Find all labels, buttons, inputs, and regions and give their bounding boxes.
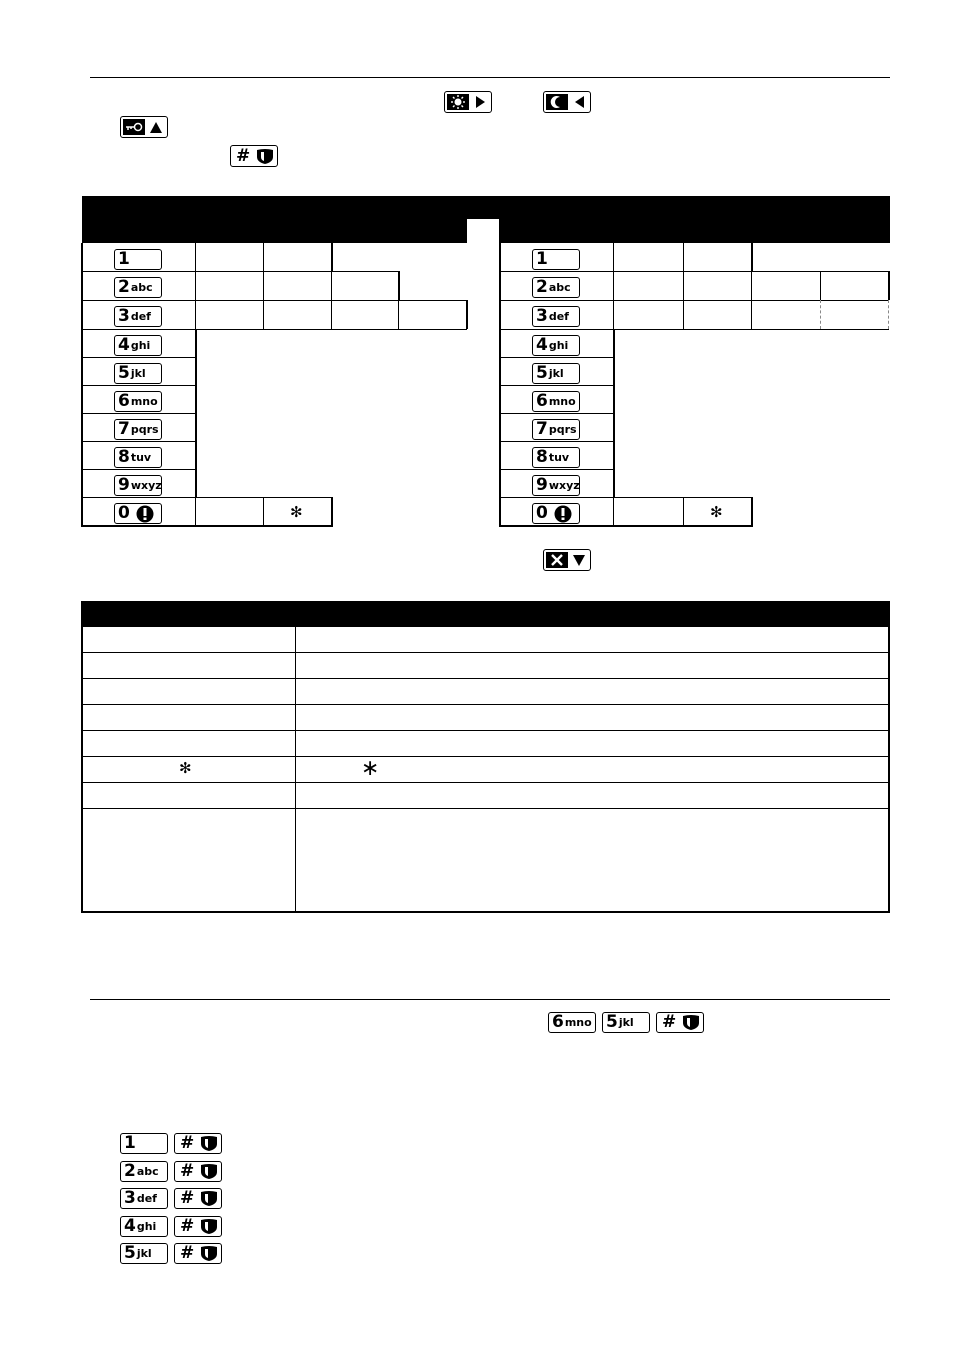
grid-line — [751, 243, 753, 271]
grid-line — [683, 271, 684, 300]
key-digit: 1 — [536, 249, 548, 269]
key-digit: 2 — [124, 1160, 136, 1181]
key-digit: 3 — [536, 306, 548, 326]
grid-line — [82, 441, 196, 442]
keypad-key-4 — [114, 335, 162, 356]
grid-line — [613, 271, 614, 300]
keypad-key-6 — [532, 391, 580, 412]
hash-symbol: # — [180, 1243, 195, 1263]
grid-line — [82, 357, 196, 358]
key-letters: ghi — [548, 339, 569, 352]
grid-line — [195, 413, 197, 441]
grid-line — [500, 271, 889, 272]
key-digit: 7 — [118, 419, 130, 439]
grid-line — [613, 243, 614, 271]
grid-line — [613, 469, 615, 497]
keypad-key-1 — [114, 249, 162, 270]
keypad-key-8 — [532, 447, 580, 468]
key-up-key — [120, 116, 168, 138]
keypad-star: ✻ — [710, 503, 723, 521]
x-down-icon — [546, 552, 588, 568]
key-letters: jkl — [130, 367, 146, 380]
grid-line — [466, 300, 468, 329]
grid-line — [331, 497, 333, 525]
grid-line — [751, 497, 753, 525]
keypad-key-3 — [114, 306, 162, 327]
key-digit: 1 — [118, 249, 130, 269]
key-letters: ghi — [136, 1219, 157, 1233]
keypad-key-0 — [114, 503, 162, 524]
grid-line — [500, 441, 614, 442]
top-rule — [90, 77, 890, 78]
grid-line — [613, 385, 615, 413]
key-letters: def — [130, 310, 151, 323]
grid-line — [82, 329, 467, 330]
key-digit: 8 — [118, 447, 130, 467]
grid-line — [613, 497, 614, 525]
key-letters: def — [548, 310, 569, 323]
x-down-key — [543, 549, 591, 571]
exclamation-icon — [136, 505, 154, 523]
grid-line — [81, 525, 333, 527]
pair-key-5 — [120, 1243, 168, 1264]
key-digit: 9 — [536, 475, 548, 495]
pair-hash-key-2 — [174, 1161, 222, 1182]
key-letters: wxyz — [548, 479, 580, 492]
grid-line — [613, 329, 615, 357]
keypad-key-1 — [532, 249, 580, 270]
key-digit: 2 — [536, 277, 548, 297]
keypad-key-0 — [532, 503, 580, 524]
pair-hash-key-5 — [174, 1243, 222, 1264]
grid-line — [398, 271, 400, 300]
key-digit: 4 — [118, 335, 130, 355]
grid-line — [820, 271, 821, 300]
key-digit: 6 — [118, 391, 130, 411]
key-digit: 9 — [118, 475, 130, 495]
key-letters: wxyz — [130, 479, 162, 492]
grid-line — [331, 243, 333, 271]
shield-icon — [199, 1218, 219, 1235]
key-letters: pqrs — [130, 423, 159, 436]
settings-table-header — [82, 601, 890, 627]
key-letters: ghi — [130, 339, 151, 352]
key-letters: jkl — [618, 1016, 634, 1029]
hash-symbol: # — [662, 1012, 677, 1032]
hash-symbol: # — [180, 1215, 195, 1236]
header-notch — [467, 219, 499, 244]
key-letters: abc — [130, 281, 153, 294]
grid-line — [195, 441, 197, 469]
key-letters: pqrs — [548, 423, 577, 436]
grid-line — [195, 469, 197, 497]
keypad-key-8 — [114, 447, 162, 468]
key-letters: jkl — [136, 1247, 152, 1260]
key-letters: mno — [548, 395, 576, 408]
grid-line — [613, 300, 614, 329]
grid-line — [195, 385, 197, 413]
grid-line — [613, 357, 615, 385]
grid-line — [195, 329, 197, 357]
grid-line — [263, 300, 264, 329]
shield-icon — [199, 1190, 219, 1207]
key-digit: 7 — [536, 419, 548, 439]
shield-icon — [199, 1245, 219, 1262]
grid-line — [751, 300, 752, 329]
keypad-key-7 — [532, 419, 580, 440]
shield-icon — [681, 1014, 701, 1031]
grid-line — [195, 243, 196, 271]
grid-line — [82, 300, 467, 301]
pair-hash-key-1 — [174, 1133, 222, 1154]
key-digit: 3 — [124, 1188, 136, 1208]
grid-line — [751, 271, 752, 300]
grid-line — [195, 357, 197, 385]
key-letters: tuv — [548, 451, 570, 464]
key-letters: def — [136, 1192, 157, 1205]
pair-hash-key-4 — [174, 1216, 222, 1237]
moon-left-key — [543, 91, 591, 113]
grid-line — [263, 497, 264, 525]
section-rule — [90, 999, 890, 1000]
grid-line — [613, 413, 615, 441]
key-letters: abc — [136, 1164, 159, 1178]
keypad-key-6 — [114, 391, 162, 412]
grid-line — [82, 271, 399, 272]
grid-line — [683, 300, 684, 329]
pair-key-4 — [120, 1216, 168, 1237]
key-digit: 5 — [606, 1012, 618, 1032]
keypad-key-2 — [114, 277, 162, 298]
grid-line — [888, 271, 890, 300]
grid-line — [500, 385, 614, 386]
key-digit: 4 — [124, 1215, 136, 1236]
shield-icon — [199, 1163, 219, 1180]
grid-line — [331, 300, 332, 329]
key-digit: 0 — [118, 503, 130, 523]
key-digit: 3 — [118, 306, 130, 326]
key-letters: mno — [564, 1016, 592, 1029]
grid-line — [500, 469, 614, 470]
grid-line — [82, 385, 196, 386]
key-letters: abc — [548, 281, 571, 294]
grid-line — [500, 413, 614, 414]
key-letters: tuv — [130, 451, 152, 464]
key-letters: jkl — [548, 367, 564, 380]
keypad-key-2 — [532, 277, 580, 298]
hash-symbol: # — [180, 1160, 195, 1181]
grid-line — [331, 271, 332, 300]
star-symbol-left: ✻ — [179, 759, 192, 777]
grid-line — [683, 497, 684, 525]
grid-line — [888, 300, 891, 329]
key-up-icon — [123, 119, 165, 135]
grid-line — [500, 497, 752, 498]
key-digit: 0 — [536, 503, 548, 523]
pair-key-2 — [120, 1161, 168, 1182]
key-digit: 6 — [552, 1012, 564, 1032]
sequence-key-5 — [602, 1012, 650, 1033]
sequence-key-6 — [548, 1012, 596, 1033]
grid-line — [613, 441, 615, 469]
keypad-key-7 — [114, 419, 162, 440]
keypad-key-5 — [532, 363, 580, 384]
keypad-star: ✻ — [290, 503, 303, 521]
sequence-hash-key — [656, 1012, 704, 1033]
grid-line — [195, 271, 196, 300]
grid-line — [263, 271, 264, 300]
sun-right-icon — [447, 94, 489, 110]
keypad-key-4 — [532, 335, 580, 356]
hash-symbol: # — [180, 1133, 195, 1153]
grid-line — [263, 243, 264, 271]
shield-icon — [255, 148, 275, 165]
grid-line — [820, 300, 822, 329]
grid-line — [500, 357, 614, 358]
pair-key-1 — [120, 1133, 168, 1154]
grid-line — [82, 469, 196, 470]
hash-shield-key: # — [230, 145, 278, 167]
star-symbol-right: ∗ — [361, 756, 380, 781]
exclamation-icon — [554, 505, 572, 523]
key-digit: 4 — [536, 335, 548, 355]
grid-line — [499, 525, 753, 527]
grid-line — [82, 497, 332, 498]
key-digit: 8 — [536, 447, 548, 467]
grid-line — [195, 497, 196, 525]
key-digit: 6 — [536, 391, 548, 411]
keypad-key-9 — [114, 475, 162, 496]
key-digit: 2 — [118, 277, 130, 297]
key-digit: 5 — [124, 1243, 136, 1263]
grid-line — [500, 300, 889, 301]
grid-line — [500, 329, 889, 330]
key-letters: mno — [130, 395, 158, 408]
key-digit: 5 — [536, 363, 548, 383]
shield-icon — [199, 1135, 219, 1152]
sun-right-key — [444, 91, 492, 113]
key-digit: 1 — [124, 1133, 136, 1153]
keypad-key-9 — [532, 475, 580, 496]
moon-left-icon — [546, 94, 588, 110]
pair-hash-key-3 — [174, 1188, 222, 1209]
grid-line — [82, 413, 196, 414]
grid-line — [195, 300, 196, 329]
keypad-key-3 — [532, 306, 580, 327]
grid-line — [683, 243, 684, 271]
grid-line — [398, 300, 399, 329]
pair-key-3 — [120, 1188, 168, 1209]
hash-symbol: # — [180, 1188, 195, 1208]
keypad-key-5 — [114, 363, 162, 384]
key-digit: 5 — [118, 363, 130, 383]
